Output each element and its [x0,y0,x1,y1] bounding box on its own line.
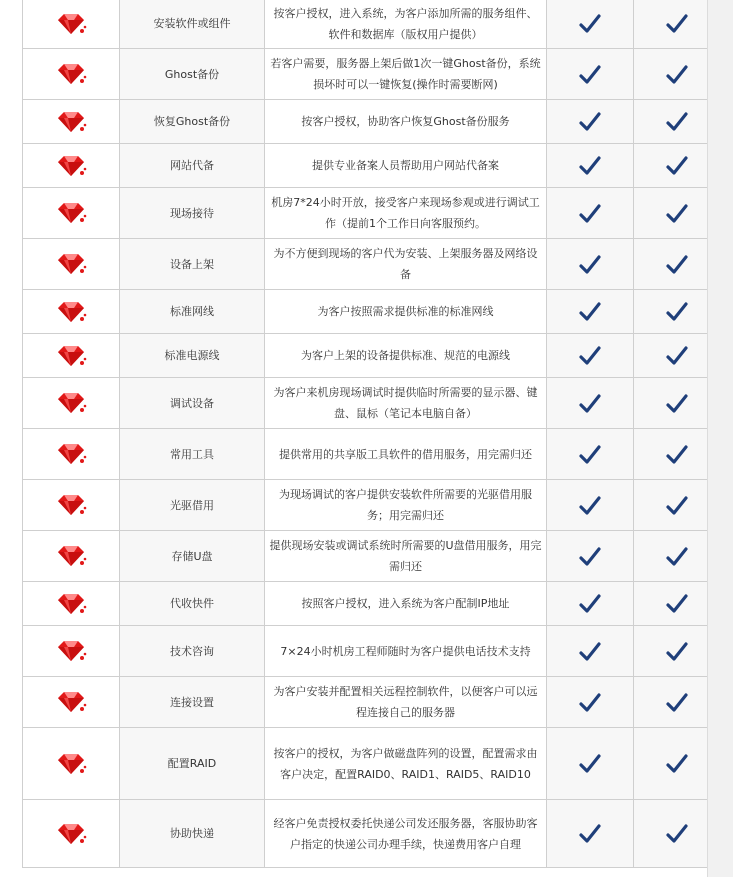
checkmark-icon [666,394,688,414]
table-row [22,728,720,800]
checkmark-icon [666,496,688,516]
table-row [22,239,720,290]
plan-a-cell [547,100,634,144]
service-name: 代收快件 [170,597,214,610]
plan-a-cell [547,800,634,868]
service-name-cell [120,0,265,49]
ruby-gem-icon [54,544,88,568]
checkmark-icon [579,65,601,85]
ruby-gem-icon [54,391,88,415]
icon-cell [22,582,120,626]
service-description: 提供常用的共享版工具软件的借用服务，用完需归还 [279,447,532,461]
service-description-cell [265,188,547,239]
service-description-cell [265,626,547,677]
table-row [22,334,720,378]
service-name-cell [120,728,265,800]
plan-a-cell [547,480,634,531]
service-name: 常用工具 [170,447,214,461]
service-name-cell [120,429,265,480]
service-description-cell [265,677,547,728]
checkmark-icon [666,346,688,366]
service-description-cell [265,429,547,480]
ruby-gem-icon [54,822,88,846]
table-row [22,429,720,480]
checkmark-icon [579,346,601,366]
ruby-gem-icon [54,110,88,134]
checkmark-icon [579,693,601,713]
checkmark-icon [579,594,601,614]
checkmark-icon [666,693,688,713]
table-row [22,626,720,677]
checkmark-icon [579,204,601,224]
table-row [22,290,720,334]
checkmark-icon [579,156,601,176]
service-name-cell [120,531,265,582]
service-description: 7×24小时机房工程师随时为客户提供电话技术支持 [280,644,531,658]
service-table-body [22,0,720,868]
table-row [22,582,720,626]
icon-cell [22,290,120,334]
ruby-gem-icon [54,690,88,714]
checkmark-icon [579,112,601,132]
service-name-cell [120,188,265,239]
checkmark-icon [579,445,601,465]
scrollbar[interactable] [707,0,733,877]
checkmark-icon [666,445,688,465]
checkmark-icon [666,594,688,614]
service-description: 为客户按照需求提供标准的标准网线 [317,305,494,318]
checkmark-icon [579,754,601,774]
icon-cell [22,100,120,144]
icon-cell [22,188,120,239]
service-description: 为现场调试的客户提供安装软件所需要的光驱借用服务；用完需归还 [279,488,532,522]
service-name: 网站代备 [170,159,214,172]
table-row [22,144,720,188]
service-description-cell [265,378,547,429]
checkmark-icon [666,754,688,774]
service-name: 标准网线 [170,305,214,318]
table-row [22,378,720,429]
service-description: 为客户安装并配置相关远程控制软件，以便客户可以远程连接自己的服务器 [273,685,538,719]
checkmark-icon [666,642,688,662]
checkmark-icon [579,547,601,567]
service-description-cell [265,144,547,188]
service-description: 机房7*24小时开放，接受客户来现场参观或进行调试工作（提前1个工作日向客服预约。 [271,196,540,230]
plan-a-cell [547,677,634,728]
icon-cell [22,239,120,290]
checkmark-icon [579,302,601,322]
service-name: 光驱借用 [170,498,214,512]
service-name: 设备上架 [170,257,214,271]
checkmark-icon [666,112,688,132]
table-row [22,677,720,728]
service-name-cell [120,100,265,144]
icon-cell [22,800,120,868]
service-name: 标准电源线 [164,349,220,362]
table-row [22,100,720,144]
checkmark-icon [666,547,688,567]
ruby-gem-icon [54,154,88,178]
plan-a-cell [547,49,634,100]
service-description-cell [265,239,547,290]
checkmark-icon [579,496,601,516]
checkmark-icon [579,255,601,275]
service-name: 恢复Ghost备份 [153,115,231,128]
checkmark-icon [579,824,601,844]
icon-cell [22,531,120,582]
plan-a-cell [547,582,634,626]
service-name: 配置RAID [167,757,217,770]
checkmark-icon [666,14,688,34]
ruby-gem-icon [54,300,88,324]
service-name-cell [120,626,265,677]
icon-cell [22,334,120,378]
service-description-cell [265,800,547,868]
icon-cell [22,378,120,429]
icon-cell [22,626,120,677]
service-description-cell [265,100,547,144]
checkmark-icon [666,255,688,275]
service-description-cell [265,334,547,378]
plan-a-cell [547,290,634,334]
service-description-cell [265,728,547,800]
icon-cell [22,677,120,728]
plan-a-cell [547,144,634,188]
service-description: 提供现场安装或调试系统时所需要的U盘借用服务，用完需归还 [269,539,542,573]
ruby-gem-icon [54,592,88,616]
service-name-cell [120,334,265,378]
plan-a-cell [547,378,634,429]
service-description-cell [265,0,547,49]
plan-a-cell [547,239,634,290]
checkmark-icon [666,824,688,844]
service-description-cell [265,49,547,100]
plan-a-cell [547,334,634,378]
service-description: 为客户上架的设备提供标准、规范的电源线 [301,349,510,362]
ruby-gem-icon [54,62,88,86]
service-description: 为不方便到现场的客户代为安装、上架服务器及网络设备 [273,247,538,281]
service-name-cell [120,582,265,626]
checkmark-icon [579,642,601,662]
service-name: 调试设备 [170,396,214,410]
service-description: 为客户来机房现场调试时提供临时所需要的显示器、键盘、鼠标（笔记本电脑自备） [273,386,538,420]
service-name: 现场接待 [170,206,214,220]
service-name-cell [120,378,265,429]
service-description-cell [265,582,547,626]
service-name: Ghost备份 [164,67,220,81]
service-name-cell [120,480,265,531]
service-name: 协助快递 [170,827,214,840]
service-description: 按客户授权，进入系统，为客户添加所需的服务组件、软件和数据库（版权用户提供） [273,6,538,41]
service-name-cell [120,800,265,868]
plan-a-cell [547,626,634,677]
icon-cell [22,144,120,188]
service-description: 提供专业备案人员帮助用户网站代备案 [312,159,499,172]
ruby-gem-icon [54,639,88,663]
ruby-gem-icon [54,344,88,368]
table-row [22,188,720,239]
icon-cell [22,0,120,49]
service-name: 安装软件或组件 [153,17,231,30]
service-description: 若客户需要，服务器上架后做1次一键Ghost备份，系统损坏时可以一键恢复(操作时需要断网) [270,57,541,91]
service-name: 连接设置 [170,695,214,709]
service-description-cell [265,480,547,531]
service-table [22,0,720,868]
icon-cell [22,49,120,100]
service-name: 存储U盘 [171,549,213,563]
plan-a-cell [547,728,634,800]
table-row [22,0,720,49]
service-name-cell [120,290,265,334]
service-description: 按客户授权，协助客户恢复Ghost备份服务 [301,115,510,128]
table-row [22,800,720,868]
checkmark-icon [666,65,688,85]
service-name-cell [120,144,265,188]
plan-a-cell [547,429,634,480]
service-description: 按照客户授权，进入系统为客户配制IP地址 [301,597,510,610]
plan-a-cell [547,0,634,49]
ruby-gem-icon [54,752,88,776]
table-row [22,49,720,100]
checkmark-icon [666,204,688,224]
service-name: 技术咨询 [170,644,214,658]
service-description: 经客户免责授权委托快递公司发还服务器，客服协助客户指定的快递公司办理手续，快递费用客户自理 [273,816,538,851]
checkmark-icon [666,302,688,322]
ruby-gem-icon [54,12,88,36]
service-name-cell [120,239,265,290]
ruby-gem-icon [54,252,88,276]
ruby-gem-icon [54,201,88,225]
checkmark-icon [579,394,601,414]
table-row [22,480,720,531]
service-description-cell [265,290,547,334]
checkmark-icon [666,156,688,176]
service-description-cell [265,531,547,582]
plan-a-cell [547,188,634,239]
ruby-gem-icon [54,442,88,466]
service-description: 按客户的授权，为客户做磁盘阵列的设置，配置需求由客户决定，配置RAID0、RAID1、RAID5、RAID10 [273,746,538,781]
icon-cell [22,480,120,531]
ruby-gem-icon [54,493,88,517]
icon-cell [22,429,120,480]
service-name-cell [120,677,265,728]
checkmark-icon [579,14,601,34]
icon-cell [22,728,120,800]
table-row [22,531,720,582]
plan-a-cell [547,531,634,582]
service-name-cell [120,49,265,100]
